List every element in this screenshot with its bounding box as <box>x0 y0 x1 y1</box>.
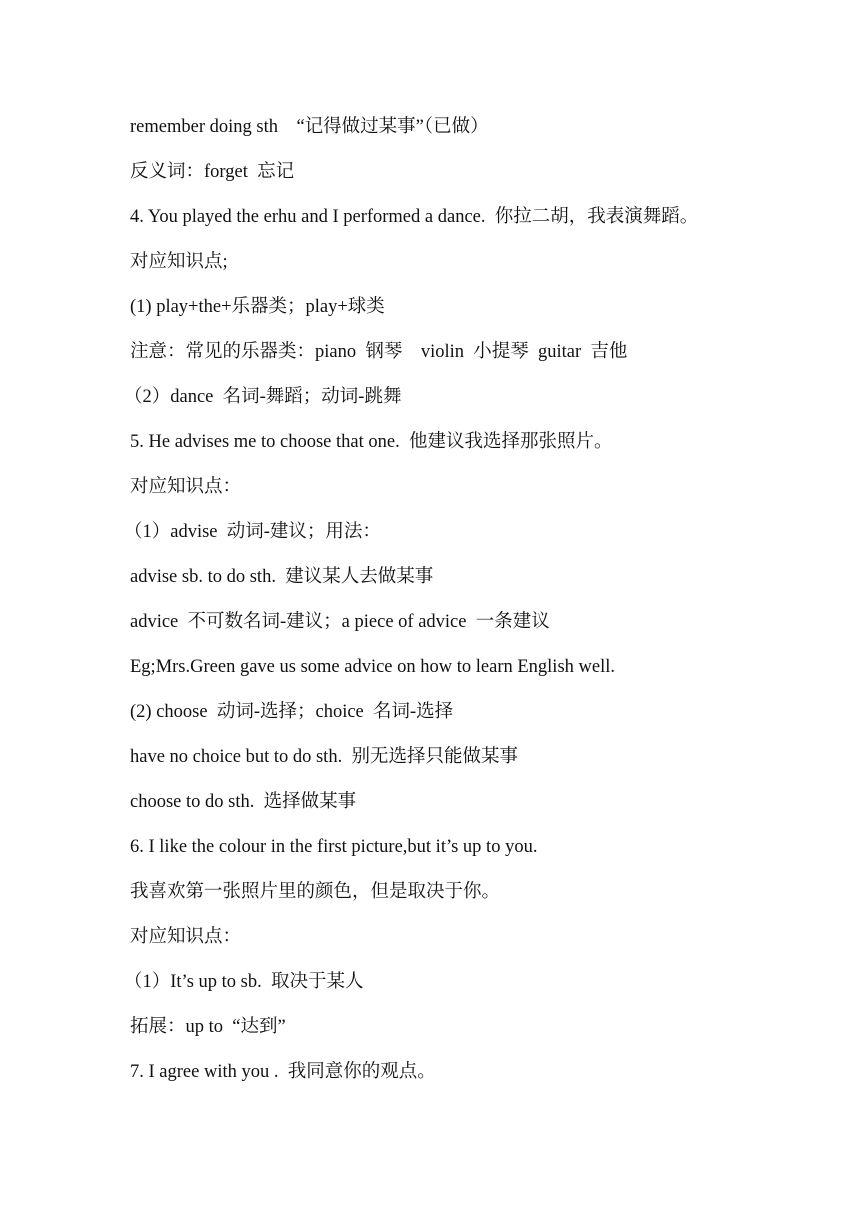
text-line: 反义词：forget 忘记 <box>130 162 295 182</box>
text-line: choose to do sth. 选择做某事 <box>130 792 357 812</box>
text-line: （2）dance 名词-舞蹈；动词-跳舞 <box>124 387 402 407</box>
text-line: remember doing sth “记得做过某事”（已做） <box>130 117 489 137</box>
text-line: (1) play+the+乐器类；play+球类 <box>130 297 385 317</box>
knowledge-heading: 对应知识点; <box>130 252 228 272</box>
text-line: advise sb. to do sth. 建议某人去做某事 <box>130 567 434 587</box>
example-line: Eg;Mrs.Green gave us some advice on how to learn English well. <box>130 657 615 677</box>
sentence-4: 4. You played the erhu and I performed a dance. 你拉二胡，我表演舞蹈。 <box>130 207 699 227</box>
text-line: 拓展：up to “达到” <box>130 1017 286 1037</box>
text-line: advice 不可数名词-建议；a piece of advice 一条建议 <box>130 612 550 632</box>
sentence-5: 5. He advises me to choose that one. 他建议我选择那张照片。 <box>130 432 613 452</box>
text-line: 注意：常见的乐器类：piano 钢琴 violin 小提琴 guitar 吉他 <box>130 342 628 362</box>
text-line: (2) choose 动词-选择；choice 名词-选择 <box>130 702 454 722</box>
sentence-6: 6. I like the colour in the first picture,but it’s up to you. <box>130 837 538 857</box>
translation-line: 我喜欢第一张照片里的颜色，但是取决于你。 <box>130 882 501 902</box>
knowledge-heading: 对应知识点： <box>130 477 242 497</box>
sentence-7: 7. I agree with you . 我同意你的观点。 <box>130 1062 436 1082</box>
knowledge-heading: 对应知识点： <box>130 927 242 947</box>
text-line: （1）It’s up to sb. 取决于某人 <box>124 972 364 992</box>
text-line: （1）advise 动词-建议；用法： <box>124 522 381 542</box>
text-line: have no choice but to do sth. 别无选择只能做某事 <box>130 747 518 767</box>
